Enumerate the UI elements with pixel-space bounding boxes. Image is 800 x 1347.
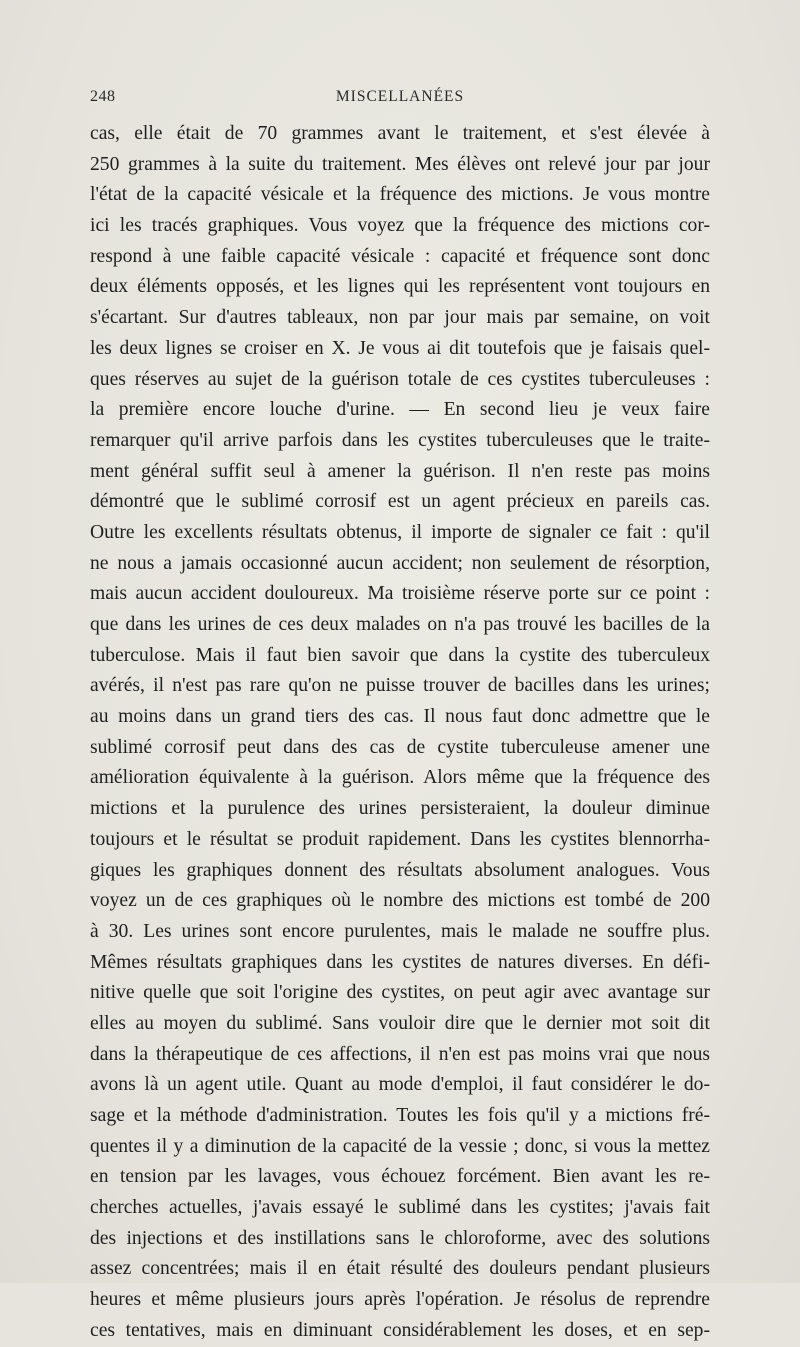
text-line: voyez un de ces graphiques où le nombre des mictions est tombé de 200 (90, 890, 710, 912)
text-line: mictions et la purulence des urines persisteraient, la douleur diminue (90, 798, 710, 820)
text-line: ques réserves au sujet de la guérison totale de ces cystites tuberculeuses : (90, 368, 710, 390)
text-line: cherches actuelles, j'avais essayé le sublimé dans les cystites; j'avais fait (90, 1197, 710, 1219)
text-line: quentes il y a diminution de la capacité de la vessie ; donc, si vous la mettez (90, 1135, 710, 1157)
running-head: MISCELLANÉES (335, 88, 465, 105)
body-text (90, 119, 710, 1347)
text-line: mais aucun accident douloureux. Ma troisième réserve porte sur ce point : (90, 583, 710, 605)
text-line: ces tentatives, mais en diminuant considérablement les doses, et en sep- (90, 1319, 710, 1341)
text-line: remarquer qu'il arrive parfois dans les cystites tuberculeuses que le traite- (90, 429, 710, 451)
text-line: toujours et le résultat se produit rapidement. Dans les cystites blennorrha- (90, 828, 710, 850)
text-line: Mêmes résultats graphiques dans les cystites de natures diverses. En défi- (90, 951, 710, 973)
text-line: ment général suffit seul à amener la guérison. Il n'en reste pas moins (90, 460, 710, 482)
text-line: s'écartant. Sur d'autres tableaux, non par jour mais par semaine, on voit (90, 307, 710, 329)
text-line: ne nous a jamais occasionné aucun accident; non seulement de résorption, (90, 552, 710, 574)
text-line: en tension par les lavages, vous échouez forcément. Bien avant les re- (90, 1166, 710, 1188)
text-line: sublimé corrosif peut dans des cas de cystite tuberculeuse amener une (90, 736, 710, 758)
text-line: amélioration équivalente à la guérison. Alors même que la fréquence des (90, 767, 710, 789)
text-line: démontré que le sublimé corrosif est un agent précieux en pareils cas. (90, 491, 710, 513)
page-number: 248 (90, 88, 116, 105)
text-line: 250 grammes à la suite du traitement. Mes élèves ont relevé jour par jour (90, 153, 710, 175)
text-line: avons là un agent utile. Quant au mode d'emploi, il faut considérer le do- (90, 1074, 710, 1096)
text-line: cas, elle était de 70 grammes avant le traitement, et s'est élevée à (90, 123, 710, 144)
text-line: au moins dans un grand tiers des cas. Il nous faut donc admettre que le (90, 706, 710, 728)
text-line: des injections et des instillations sans le chloroforme, avec des solutions (90, 1227, 710, 1249)
text-line: sage et la méthode d'administration. Toutes les fois qu'il y a mictions fré- (90, 1105, 710, 1126)
text-line: respond à une faible capacité vésicale : capacité et fréquence sont donc (90, 245, 710, 267)
text-line: tuberculose. Mais il faut bien savoir que dans la cystite des tuberculeux (90, 644, 710, 666)
text-line: les deux lignes se croiser en X. Je vous ai dit toutefois que je faisais quel- (90, 337, 710, 359)
text-line: à 30. Les urines sont encore purulentes, mais le malade ne souffre plus. (90, 920, 710, 942)
text-line: ici les tracés graphiques. Vous voyez que la fréquence des mictions cor- (90, 215, 710, 237)
text-line: Outre les excellents résultats obtenus, il importe de signaler ce fait : qu'il (90, 521, 710, 543)
text-line: heures et même plusieurs jours après l'opération. Je résolus de reprendre (90, 1289, 710, 1311)
text-line: assez concentrées; mais il en était résulté des douleurs pendant plusieurs (90, 1258, 710, 1280)
text-line: deux éléments opposés, et les lignes qui les représentent vont toujours en (90, 276, 710, 298)
text-line: dans la thérapeutique de ces affections, il n'en est pas moins vrai que nous (90, 1043, 710, 1065)
text-line: la première encore louche d'urine. — En second lieu je veux faire (90, 399, 710, 421)
text-line: giques les graphiques donnent des résultats absolument analogues. Vous (90, 859, 710, 881)
text-line: avérés, il n'est pas rare qu'on ne puisse trouver de bacilles dans les urines; (90, 675, 710, 697)
text-line: que dans les urines de ces deux malades on n'a pas trouvé les bacilles de la (90, 614, 710, 635)
text-line: elles au moyen du sublimé. Sans vouloir dire que le dernier mot soit dit (90, 1012, 710, 1034)
text-line: l'état de la capacité vésicale et la fréquence des mictions. Je vous montre (90, 184, 710, 206)
text-line: nitive quelle que soit l'origine des cystites, on peut agir avec avantage sur (90, 982, 710, 1004)
page-header (90, 88, 710, 114)
